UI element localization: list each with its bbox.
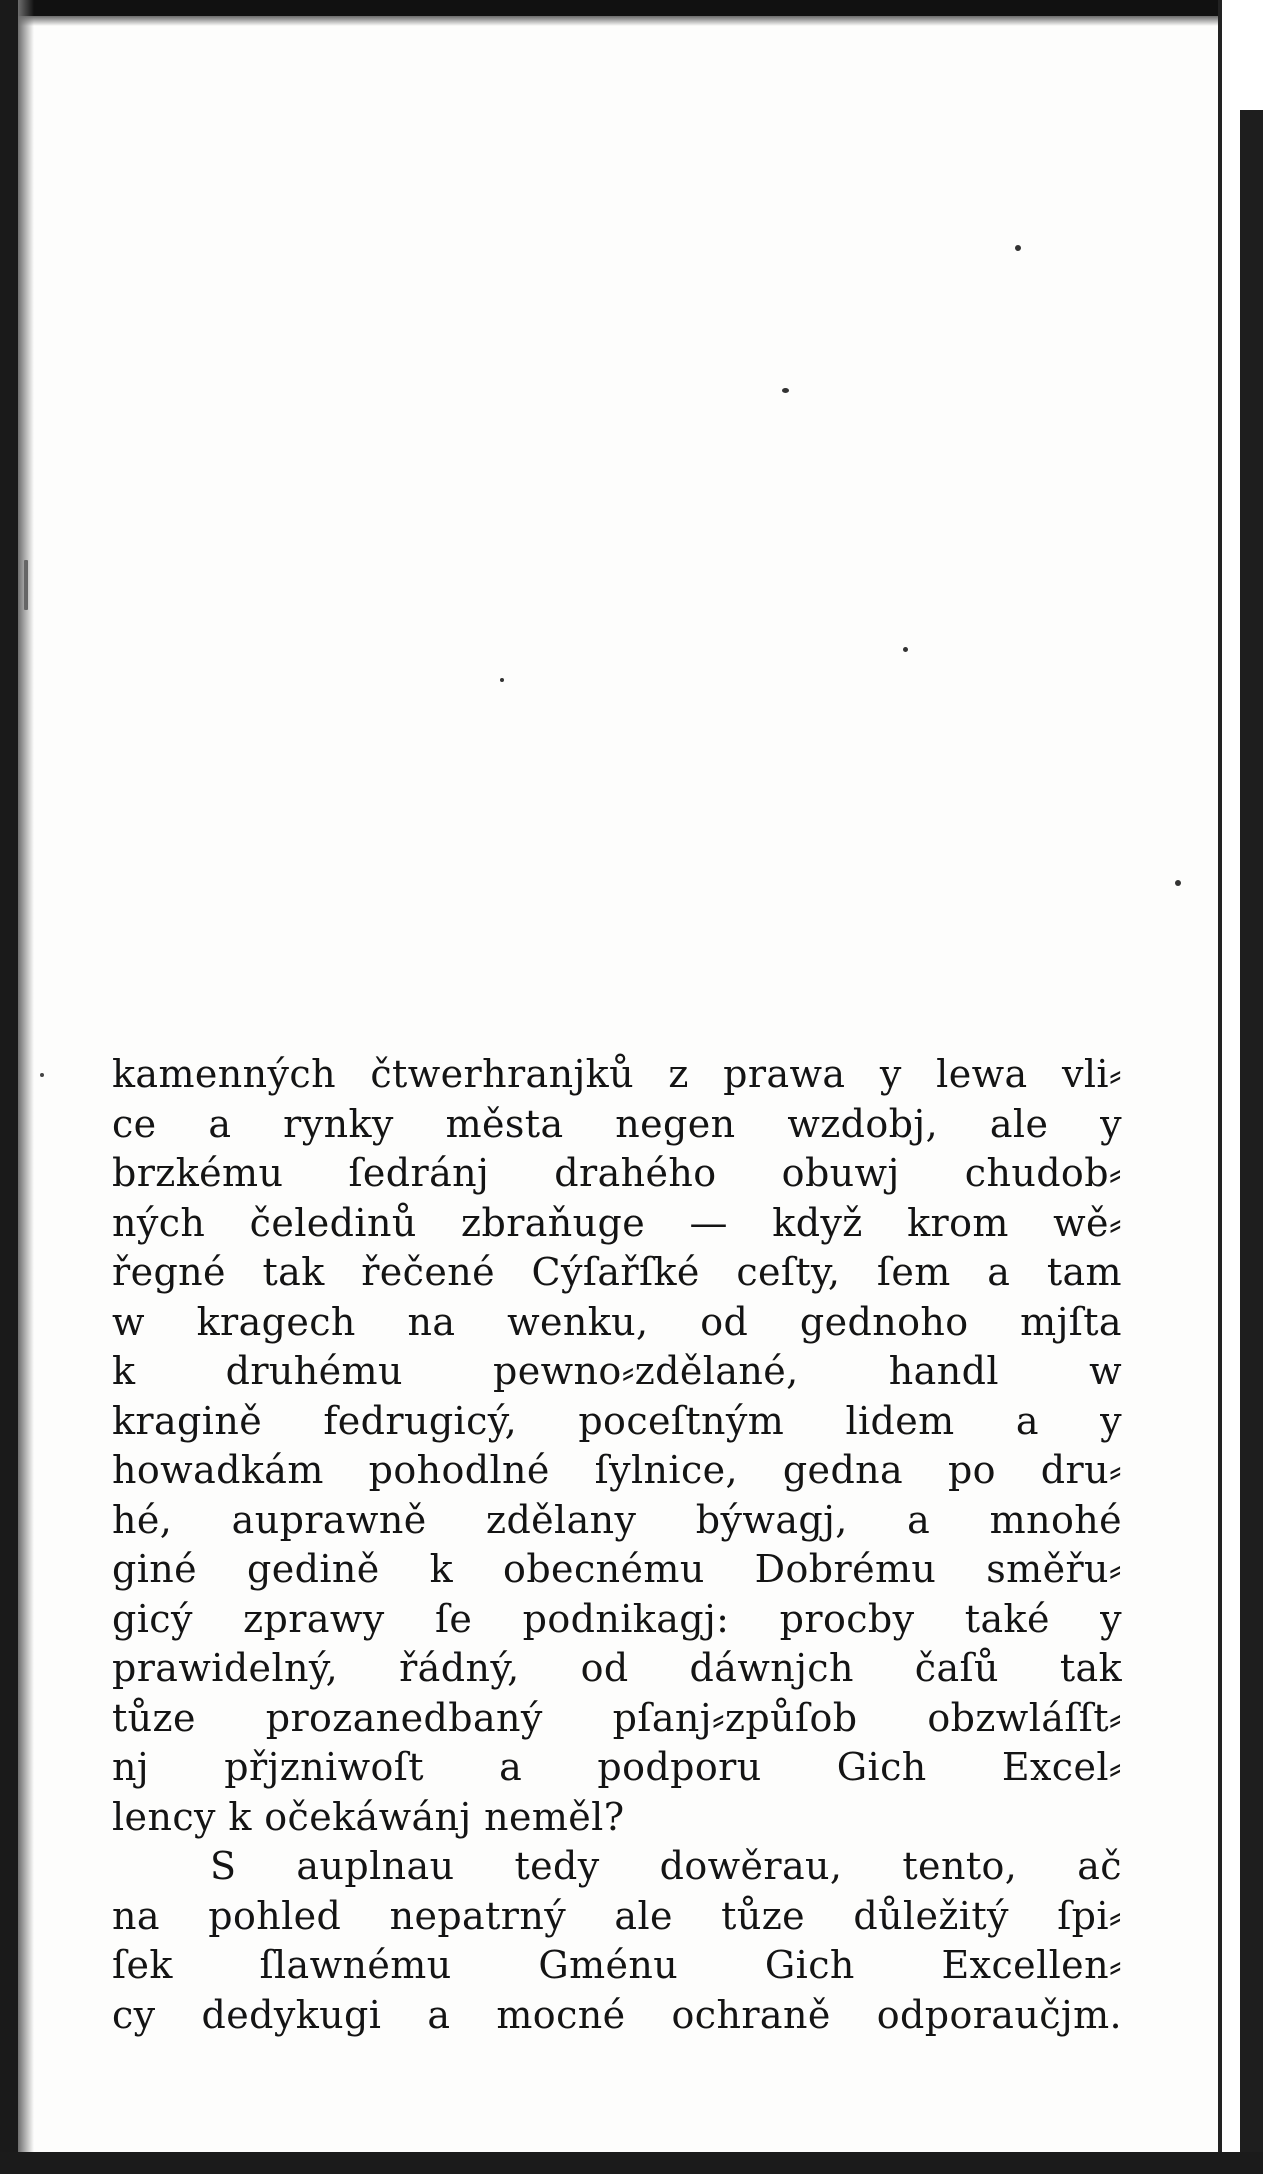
scan-shadow-top [0,16,1263,26]
text-line: hé, auprawně zdělany býwagj, a mnohé [112,1497,1122,1542]
text-line: prawidelný, řádný, od dáwnjch čaſů tak [112,1646,1122,1690]
text-line: lency k očekáwánj neměl? [112,1794,625,1839]
text-line: na pohled nepatrný ale tůze důležitý ſpi⸗ [112,1893,1122,1938]
paper-speck [782,388,789,393]
text-line: kamenných čtwerhranjků z prawa y lewa vli⸗ [112,1052,1122,1096]
body-text [112,1050,1122,2040]
text-line: howadkám pohodlné ſylnice, gedna po dru⸗ [112,1448,1122,1492]
paper-speck [1175,880,1181,886]
scan-border-top [0,0,1263,16]
text-line: S auplnau tedy dowěrau, tento, ač [210,1844,1122,1888]
paper-speck [1015,245,1021,251]
text-line: ſek ſlawnému Gménu Gich Excellen⸗ [112,1943,1122,1987]
text-line: giné gedině k obecnému Dobrému směřu⸗ [112,1547,1122,1591]
text-line: w kragech na wenku, od gednoho mjſta [112,1299,1122,1344]
scan-border-bottom [0,2152,1263,2174]
paper-speck [903,647,908,652]
text-line: ných čeledinů zbraňuge — když krom wě⸗ [112,1200,1122,1245]
text-line: kragině fedrugicý, poceſtným lidem a y [112,1398,1122,1443]
text-line: k druhému pewno⸗zdělané, handl w [112,1349,1122,1393]
scan-shadow-left [18,0,34,2174]
text-line: cy dedykugi a mocné ochraně odporaučjm. [112,1992,1122,2037]
paper-speck [40,1073,44,1077]
paper-speck [500,678,504,682]
text-line: tůze prozanedbaný pſanj⸗způſob obzwláſſt⸗ [112,1695,1122,1740]
text-line: řegné tak řečené Cýſařſké ceſty, ſem a tam [112,1250,1122,1294]
text-line: brzkému ſedránj drahého obuwj chudob⸗ [112,1151,1122,1195]
scan-border-right-dark [1240,110,1263,2174]
text-line: nj přjzniwoſt a podporu Gich Excel⸗ [112,1745,1122,1789]
text-line: gicý zprawy ſe podnikagj: procby také y [112,1596,1122,1641]
paper-speck [24,560,28,610]
text-line: ce a rynky města negen wzdobj, ale y [112,1101,1122,1146]
scan-border-left [0,0,18,2174]
